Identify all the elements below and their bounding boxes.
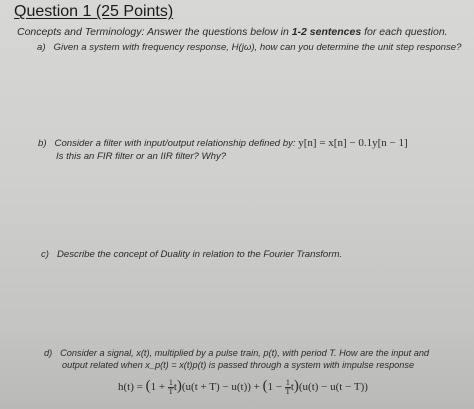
question-b-line2: Is this an FIR filter or an IIR filter? Why? [56, 151, 227, 162]
question-a-text: Given a system with frequency response, H(jω), how can you determine the unit step response? [53, 42, 462, 53]
formula-part2-t: t [290, 381, 294, 393]
question-b [38, 137, 408, 163]
question-a-label: a) [37, 42, 46, 53]
impulse-response-formula [118, 378, 368, 396]
question-b-label: b) [38, 138, 47, 149]
paren-close-1: ) [176, 378, 182, 394]
instructions-prefix: Concepts and Terminology: Answer the questions below in [17, 26, 292, 38]
question-c-text: Describe the concept of Duality in relation to the Fourier Transform. [57, 249, 343, 260]
formula-part1-tail: (u(t + T) − u(t)) + [181, 381, 260, 393]
question-d-label: d) [44, 348, 53, 358]
paren-close-2: ) [293, 378, 299, 394]
formula-part1-pre: 1 + [150, 381, 166, 393]
fraction-1-num: 1 [168, 377, 173, 387]
question-b-equation: y[n] = x[n] − 0.1y[n − 1] [298, 137, 408, 149]
question-b-line1 [38, 137, 408, 150]
question-c-label: c) [41, 249, 49, 260]
question-d [44, 347, 429, 371]
instructions-suffix: for each question. [361, 26, 448, 38]
formula-part1-t: t [173, 381, 177, 393]
formula-part2-pre: 1 − [267, 381, 283, 393]
paren-open-2: ( [262, 378, 268, 394]
fraction-2-den: T [285, 386, 291, 396]
question-d-line1 [44, 347, 429, 359]
formula-lhs: h(t) = [118, 381, 143, 393]
instructions [17, 26, 448, 38]
instructions-emphasis: 1-2 sentences [291, 26, 362, 38]
fraction-2-num: 1 [285, 377, 290, 387]
question-title: Question 1 (25 Points) [14, 3, 174, 20]
question-c [41, 249, 342, 260]
formula-part2-tail: (u(t) − u(t − T)) [298, 381, 368, 393]
question-d-line2: output related when x_p(t) = x(t)p(t) is passed through a system with impulse response [62, 360, 415, 370]
paren-open-1: ( [145, 378, 151, 394]
question-b-text: Consider a filter with input/output relationship defined by: [54, 138, 296, 149]
question-d-text: Consider a signal, x(t), multiplied by a pulse train, p(t), with period T. How are the input and [60, 348, 430, 358]
fraction-1-den: T [168, 386, 174, 396]
question-a [37, 42, 461, 53]
